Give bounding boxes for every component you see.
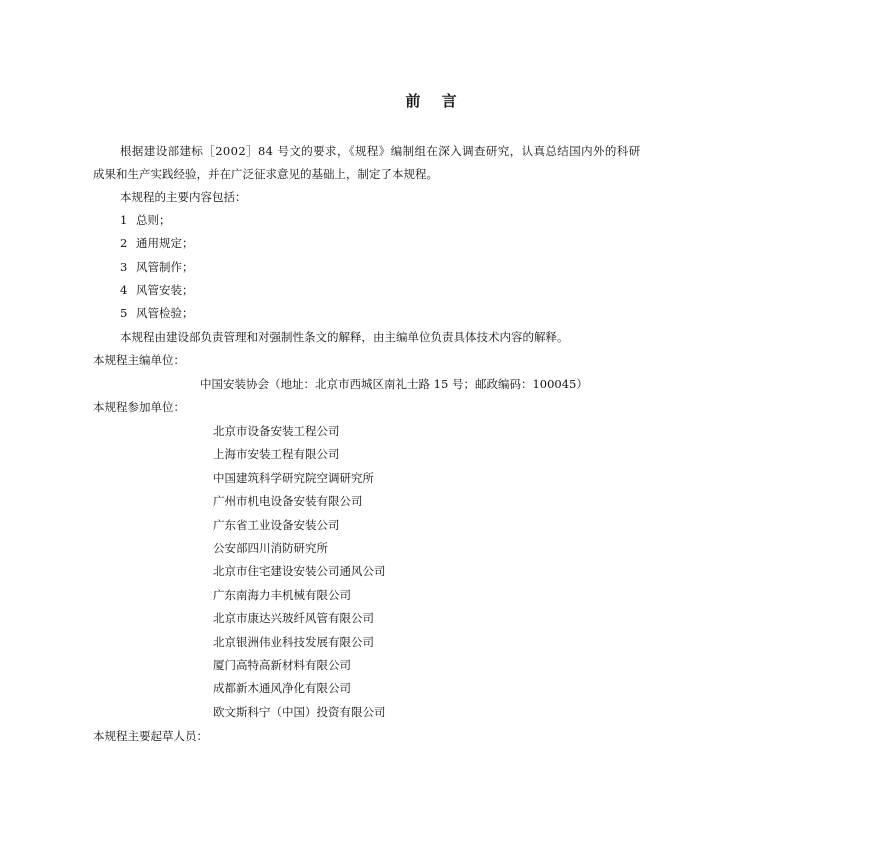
contents-item-number: 1 (120, 213, 128, 227)
contents-item (120, 238, 194, 250)
chief-unit-heading: 本规程主编单位： (93, 353, 185, 367)
contents-item (120, 215, 171, 227)
contents-item-text: 风管制作； (136, 260, 194, 274)
contents-item (120, 308, 194, 320)
drafters-heading: 本规程主要起草人员： (93, 729, 208, 743)
participating-unit: 广东南海力丰机械有限公司 (213, 587, 351, 602)
page-title: 前 言 (405, 92, 465, 110)
participating-unit: 厦门高特高新材料有限公司 (213, 657, 351, 672)
contents-item (120, 285, 194, 297)
contents-item-number: 2 (120, 236, 128, 250)
paragraph-1-line-2: 成果和生产实践经验，并在广泛征求意见的基础上，制定了本规程。 (93, 167, 438, 181)
participating-unit: 北京市设备安装工程公司 (213, 424, 340, 438)
participating-unit: 广州市机电设备安装有限公司 (213, 494, 363, 509)
contents-item-number: 3 (120, 260, 128, 274)
paragraph-2: 本规程的主要内容包括： (120, 190, 247, 204)
contents-item-text: 通用规定； (136, 236, 194, 250)
participating-unit: 广东省工业设备安装公司 (213, 517, 340, 532)
participating-unit: 北京银洲伟业科技发展有限公司 (213, 634, 374, 649)
contents-item-text: 风管安装； (136, 283, 194, 297)
participating-unit: 公安部四川消防研究所 (213, 540, 328, 555)
contents-item-text: 总则； (136, 213, 171, 227)
participating-units-heading: 本规程参加单位： (93, 400, 185, 414)
contents-item-text: 风管检验； (136, 306, 194, 320)
participating-unit: 中国建筑科学研究院空调研究所 (213, 470, 374, 485)
participating-unit: 北京市康达兴玻纤风管有限公司 (213, 611, 374, 626)
chief-unit: 中国安装协会（地址：北京市西城区南礼士路 15 号；邮政编码：100045） (200, 377, 588, 391)
paragraph-1-line-1: 根据建设部建标［2002］84 号文的要求，《规程》编制组在深入调查研究，认真总结国内外的科研 (120, 144, 641, 158)
contents-item-number: 4 (120, 283, 128, 297)
participating-unit: 上海市安装工程有限公司 (213, 447, 340, 462)
contents-item (120, 262, 194, 274)
participating-unit: 欧文斯科宁（中国）投资有限公司 (213, 704, 386, 719)
contents-item-number: 5 (120, 306, 128, 320)
paragraph-3: 本规程由建设部负责管理和对强制性条文的解释，由主编单位负责具体技术内容的解释。 (120, 330, 569, 344)
participating-units-list (213, 426, 386, 730)
participating-unit: 北京市住宅建设安装公司通风公司 (213, 564, 386, 579)
participating-unit: 成都新木通风净化有限公司 (213, 681, 351, 696)
